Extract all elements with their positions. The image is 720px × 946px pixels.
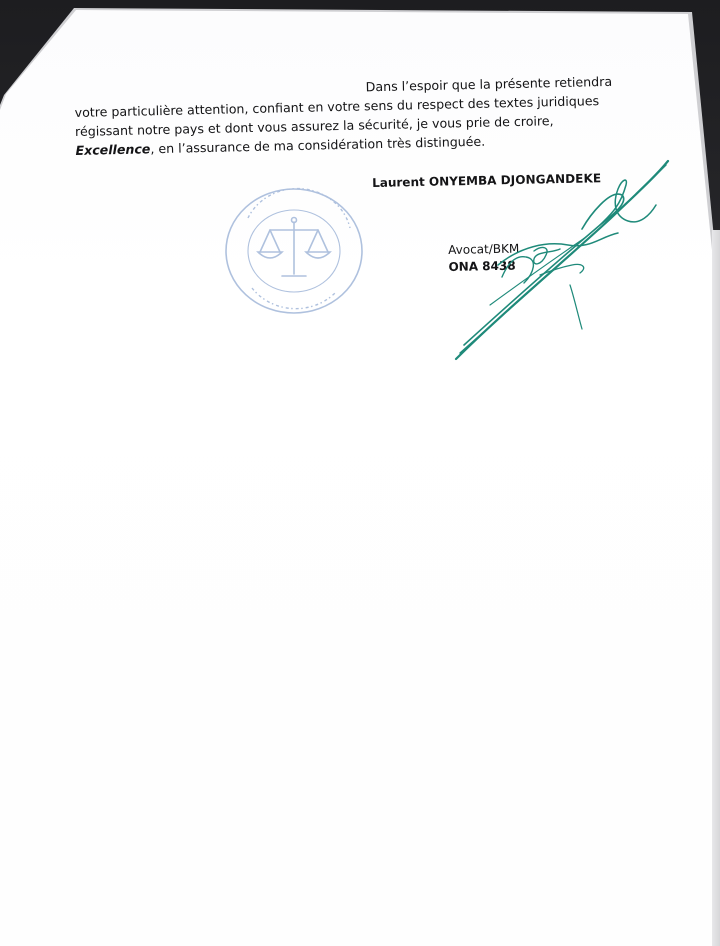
closing-line-1-text: Dans l’espoir que la présente retiendra: [365, 73, 613, 95]
handwritten-signature: [450, 155, 675, 365]
signatory-given-name: Laurent: [372, 174, 425, 190]
signatory-middle-name: ONYEMBA: [428, 173, 497, 189]
signatory-title: Avocat/BKM: [448, 241, 520, 257]
page-edge: [712, 230, 720, 946]
letter-closing-paragraph: [74, 72, 616, 160]
signatory-last-name: DJONGANDEKE: [500, 171, 602, 188]
scales-of-justice-icon: [258, 218, 330, 277]
closing-line-3-text: régissant notre pays et dont vous assurez la sécurité, je vous prie de croire,: [74, 113, 554, 139]
bar-registration-number: ONA 8438: [448, 258, 516, 274]
stamp-lettering-icon: [248, 189, 350, 309]
closing-line-4-text: , en l’assurance de ma considération très distinguée.: [150, 133, 486, 157]
addressee-title: Excellence: [75, 141, 151, 158]
law-office-stamp: [218, 180, 370, 322]
closing-line-2-text: votre particulière attention, confiant en votre sens du respect des textes juridiques: [74, 93, 600, 120]
